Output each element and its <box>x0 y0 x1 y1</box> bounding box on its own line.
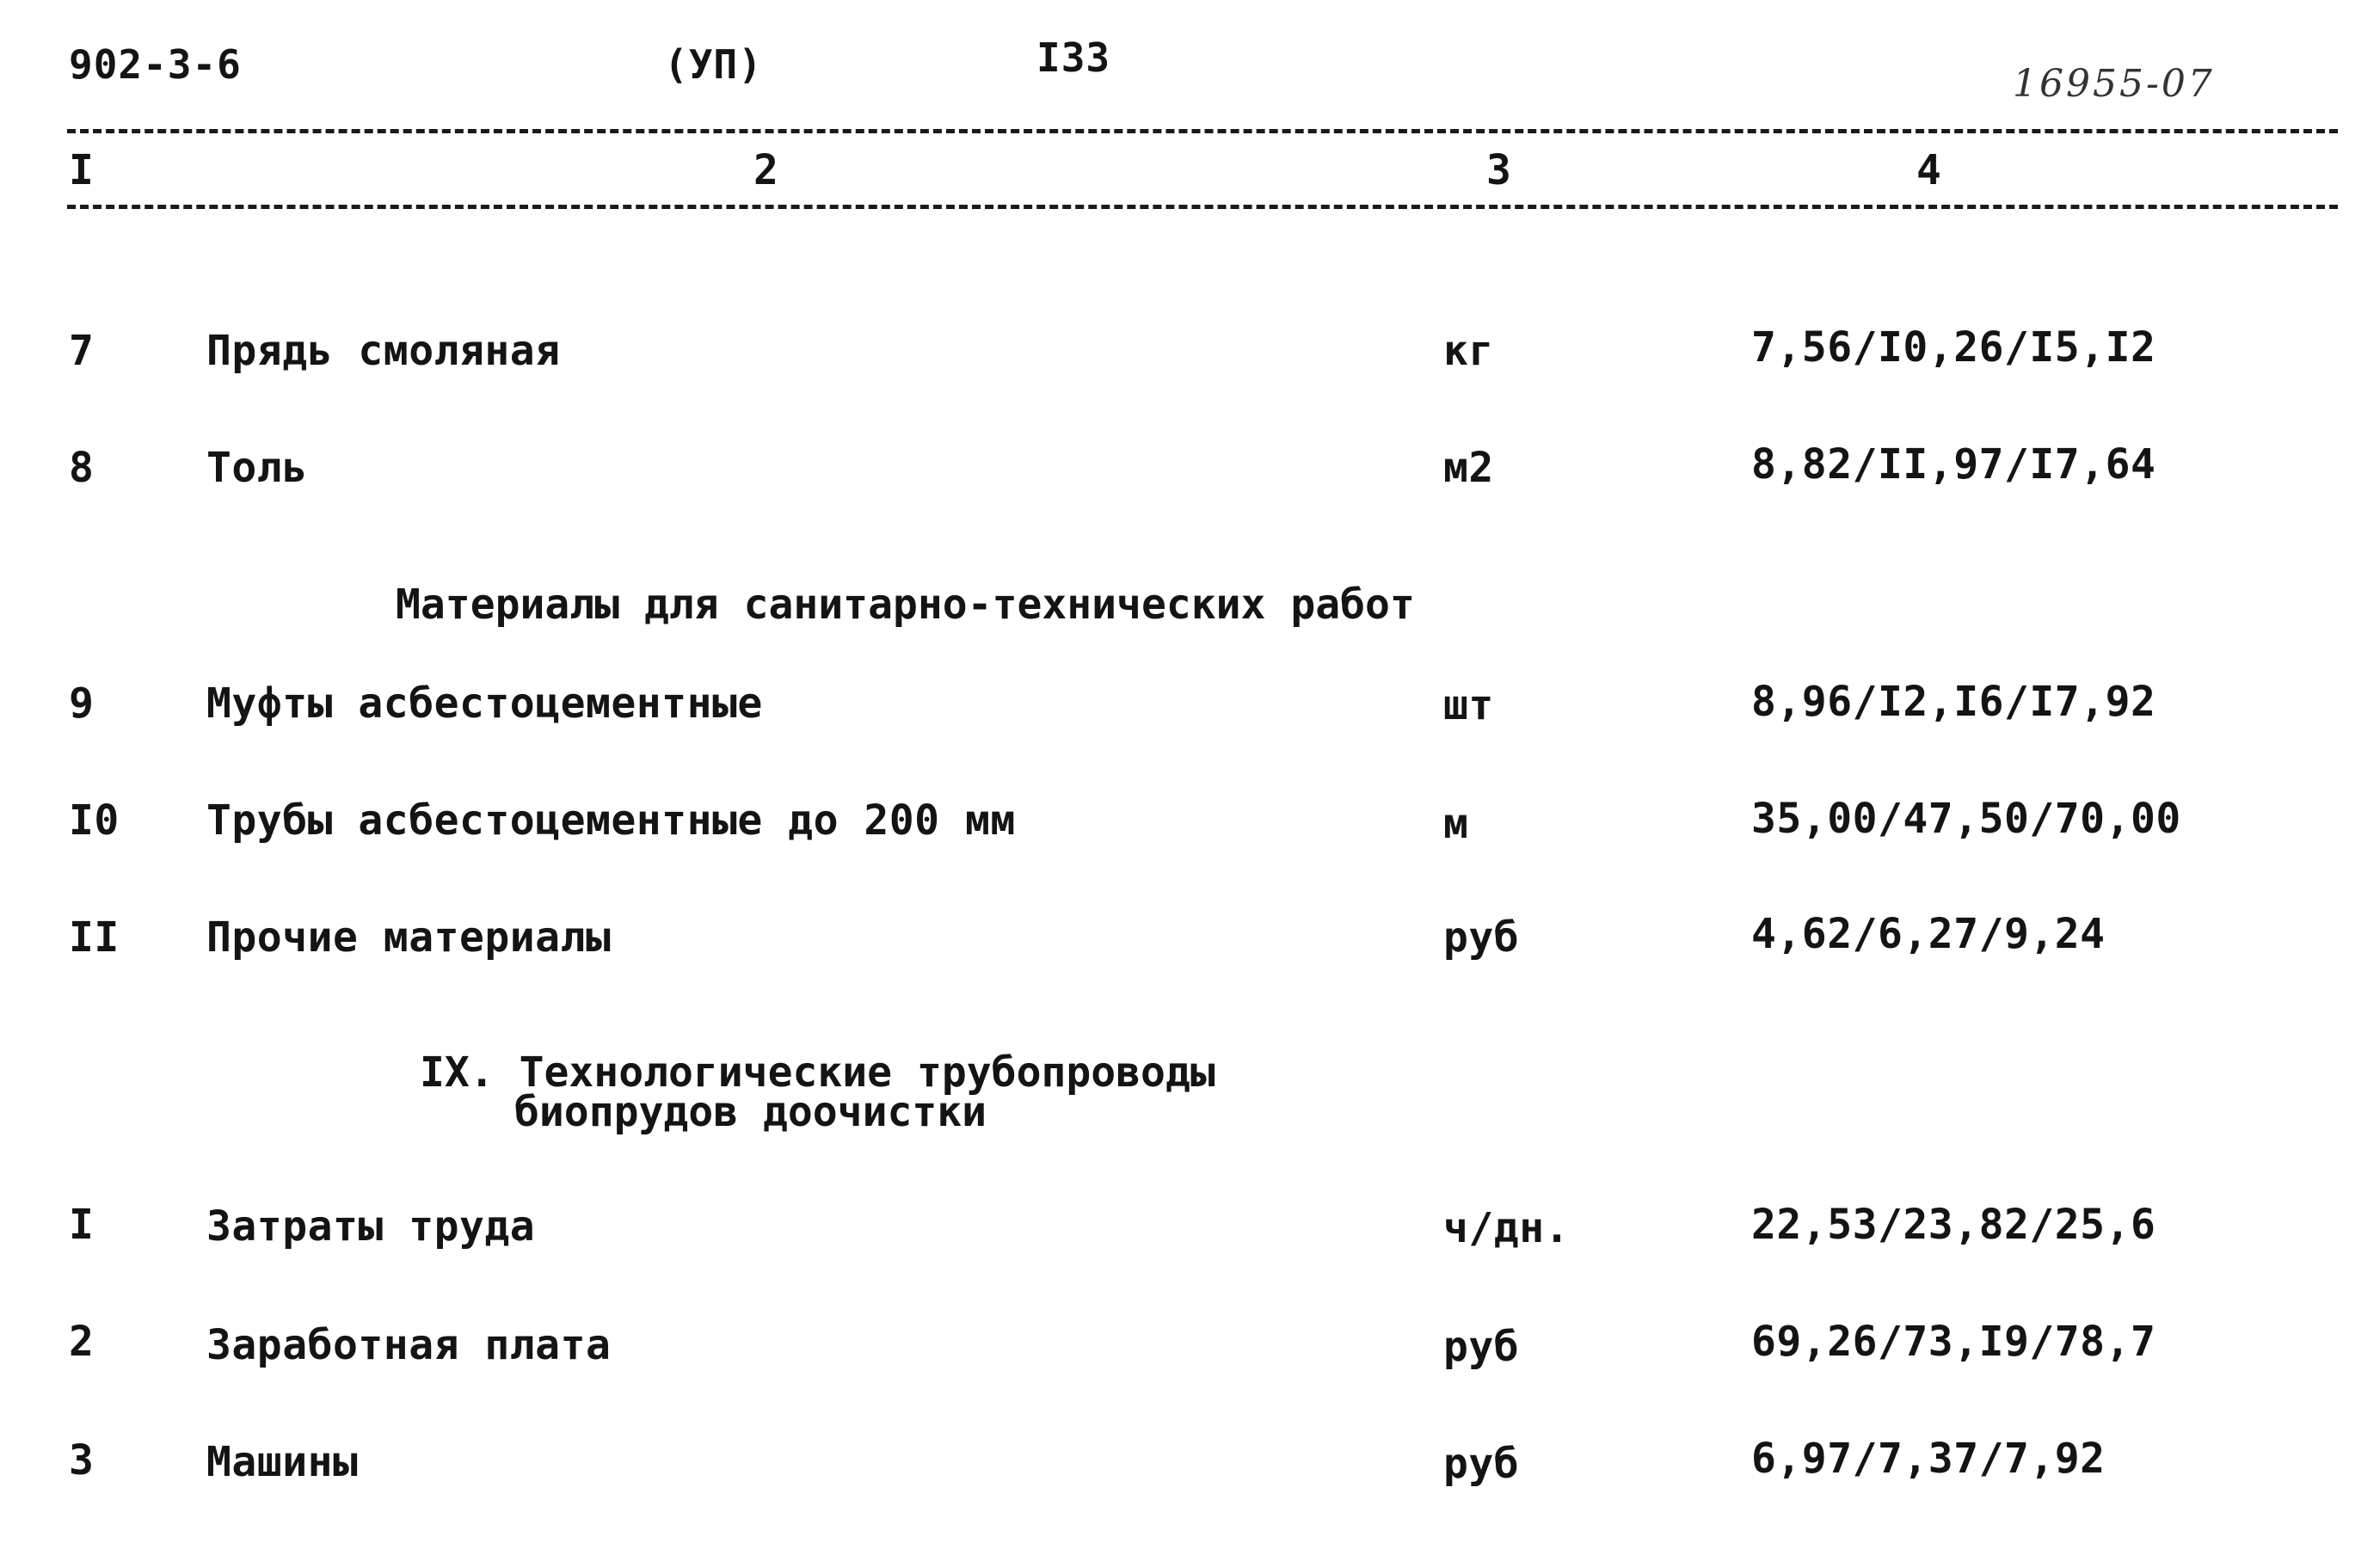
row-values: 7,56/I0,26/I5,I2 <box>1751 323 2156 372</box>
row-name: Муфты асбестоцементные <box>206 679 763 728</box>
doc-code: 902-3-6 <box>69 41 242 88</box>
row-number: 8 <box>69 444 95 492</box>
column-number-1: I <box>69 146 94 194</box>
row-number: II <box>69 913 120 962</box>
row-values: 8,96/I2,I6/I7,92 <box>1751 678 2156 726</box>
row-values: 69,26/73,I9/78,7 <box>1751 1318 2156 1366</box>
row-name: Машины <box>206 1438 359 1486</box>
row-name: Толь <box>206 444 308 492</box>
row-values: 8,82/II,97/I7,64 <box>1751 440 2156 489</box>
row-values: 6,97/7,37/7,92 <box>1751 1435 2106 1483</box>
row-unit: шт <box>1443 681 1494 729</box>
column-number-2: 2 <box>753 146 778 194</box>
row-values: 22,53/23,82/25,6 <box>1751 1201 2156 1249</box>
page-number: I33 <box>1036 34 1111 81</box>
row-name: Затраты труда <box>206 1202 536 1251</box>
row-number: 7 <box>69 327 95 375</box>
row-number: 2 <box>69 1318 95 1366</box>
row-unit: м2 <box>1443 444 1494 492</box>
section-heading-sanitary: Материалы для санитарно-технических работ <box>396 581 1415 629</box>
row-unit: руб <box>1443 1323 1520 1371</box>
series-label: (УП) <box>664 41 763 88</box>
row-unit: руб <box>1443 1440 1520 1488</box>
row-number: I0 <box>69 796 120 845</box>
row-number: I <box>69 1201 95 1249</box>
row-unit: ч/дн. <box>1443 1204 1570 1252</box>
row-name: Прочие материалы <box>206 913 612 962</box>
bottom-dashed-rule <box>67 205 2338 209</box>
column-number-3: 3 <box>1486 146 1511 194</box>
row-unit: руб <box>1443 913 1520 962</box>
archive-number: 16955-07 <box>2013 62 2215 106</box>
row-unit: кг <box>1443 327 1494 375</box>
section-heading-ix-line2: биопрудов доочистки <box>514 1088 987 1136</box>
row-number: 9 <box>69 679 95 728</box>
column-number-4: 4 <box>1916 146 1941 194</box>
top-dashed-rule <box>67 129 2338 133</box>
row-number: 3 <box>69 1436 95 1485</box>
row-values: 35,00/47,50/70,00 <box>1751 795 2181 843</box>
row-values: 4,62/6,27/9,24 <box>1751 910 2106 958</box>
section-heading-ix: IX. Технологические трубопроводы <box>420 1048 1215 1097</box>
row-name: Заработная плата <box>206 1321 612 1369</box>
row-name: Трубы асбестоцементные до 200 мм <box>206 796 1016 845</box>
row-name: Прядь смоляная <box>206 327 561 375</box>
row-unit: м <box>1443 800 1469 848</box>
